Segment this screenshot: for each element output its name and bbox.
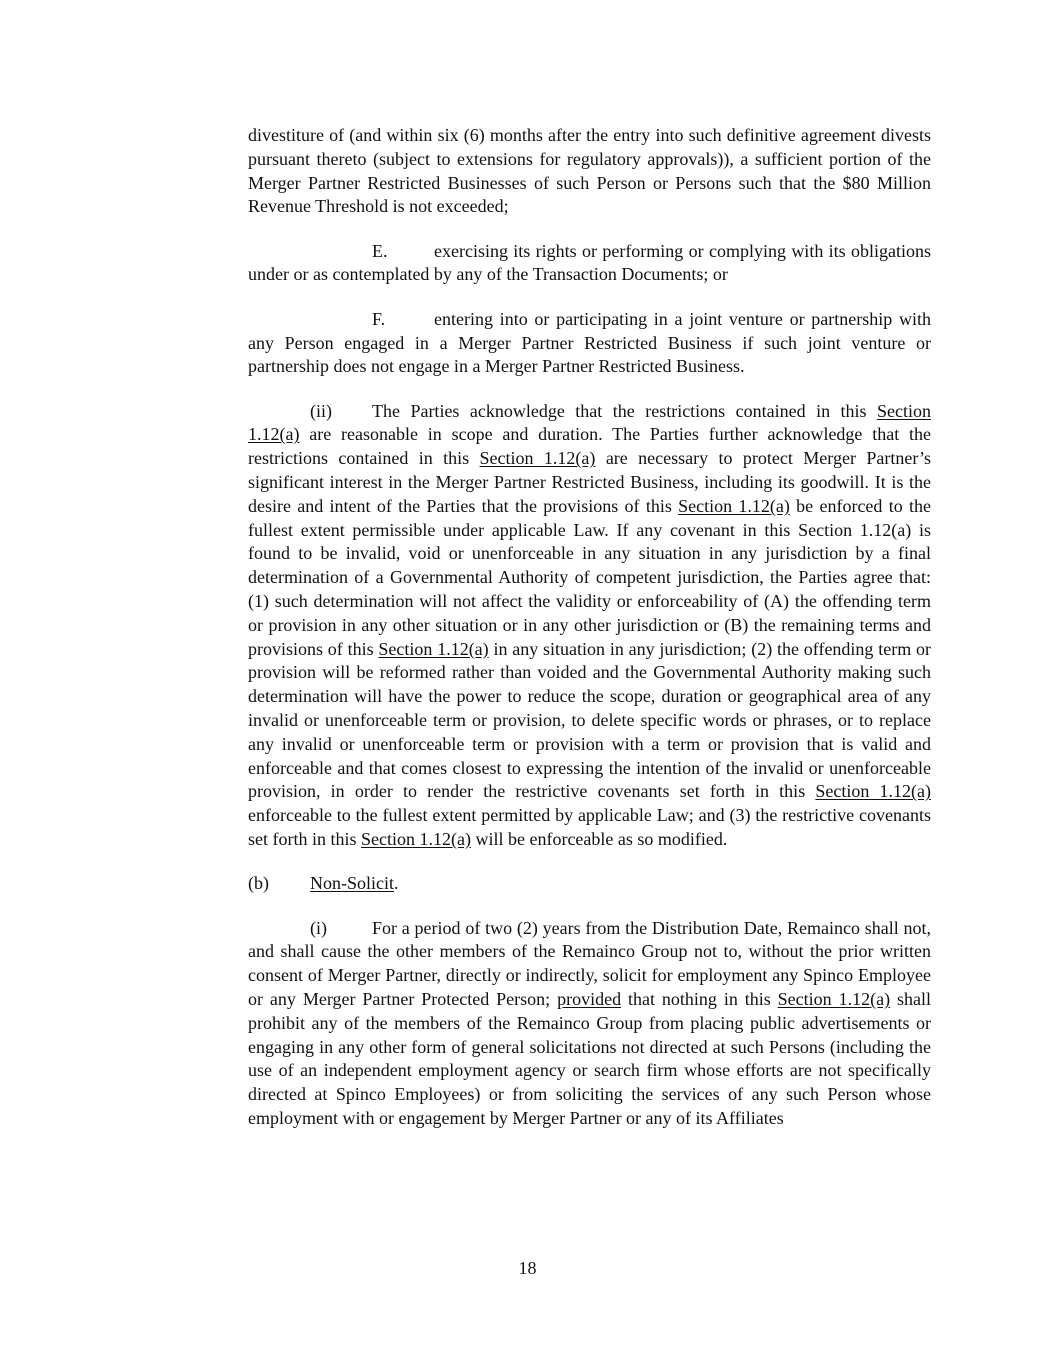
- section-ref: Section 1.12(a): [361, 829, 471, 850]
- section-b-label: (b): [248, 873, 269, 894]
- section-ref: Section 1.12(a): [248, 400, 931, 445]
- section-ref: Section 1.12(a): [777, 989, 891, 1009]
- section-ref: Section 1.12(a): [378, 638, 489, 659]
- clause-ii-text-3: are necessary to protect Merger Partner’s significant interest in the Merger Partner Restricted Business, including its goodwill. It is the desire and intent of the Parties that the provisions of this: [248, 448, 931, 516]
- clause-e: [248, 240, 931, 288]
- clause-ii-text-5: in any situation in any jurisdiction; (2) the offending term or provision will be reformed rather than voided and the Governmental Authority making such determination will have the power to reduce the scope, duration or geographical area of any invalid or unenforceable term or provision, to delete specific words or phrases, or to replace any invalid or unenforceable term or provision with a term or provision that is valid and enforceable and that comes closest to expressing the intention of the invalid or unenforceable provision, in order to render the restrictive covenants set forth in this: [248, 638, 931, 802]
- clause-f-label: F.: [372, 308, 386, 329]
- clause-f-text: entering into or participating in a joint venture or partnership with any Person engaged in a Merger Partner Restricted Business if such joint venture or partnership does not engage in a Merger Partner Restricted Business.: [248, 308, 931, 377]
- clause-i-label: (i): [310, 917, 327, 938]
- clause-f: [248, 308, 931, 379]
- section-b-title: Non-Solicit: [310, 873, 394, 894]
- page-number: 18: [518, 1258, 537, 1278]
- clause-ii-text-7: will be enforceable as so modified.: [470, 829, 728, 850]
- section-b-punct: .: [394, 873, 399, 894]
- clause-i: [248, 917, 931, 1131]
- clause-e-label: E.: [372, 240, 388, 261]
- paragraph-continuation: divestiture of (and within six (6) months after the entry into such definitive agreement divests pursuant thereto (subject to extensions for regulatory approvals)), a sufficient portion of the Merger Partner Restricted Businesses of such Person or Persons such that the $80 Million Revenue Threshold is not exceeded;: [248, 125, 931, 217]
- clause-i-text-3: shall prohibit any of the members of the Remainco Group from placing public advertisements or engaging in any other form of general solicitations not directed at such Persons (including the use of an independent employment agency or search firm whose efforts are not specifically directed at Spinco Employees) or from soliciting the services of any such Person whose employment with or engagement by Merger Partner or any of its Affiliates: [248, 989, 931, 1128]
- provided-term: provided: [557, 989, 622, 1009]
- section-ref: Section 1.12(a): [815, 781, 931, 802]
- section-ref: Section 1.12(a): [479, 448, 596, 469]
- clause-ii-text-4: be enforced to the fullest extent permissible under applicable Law. If any covenant in this Section 1.12(a) is found to be invalid, void or unenforceable in any situation in any jurisdiction by a final determination of a Governmental Authority of competent jurisdiction, the Parties agree that: (1) such determination will not affect the validity or enforceability of (A) the offending term or provision in any other situation or in any other jurisdiction or (B) the remaining terms and provisions of this: [248, 495, 931, 659]
- document-body: [248, 124, 931, 1151]
- section-ref: Section 1.12(a): [678, 495, 790, 516]
- clause-ii-text-6: enforceable to the fullest extent permitted by applicable Law; and (3) the restrictive covenants set forth in this: [248, 805, 931, 850]
- clause-i-text-2: that nothing in this: [621, 989, 778, 1009]
- clause-ii-label: (ii): [310, 400, 332, 421]
- clause-i-text-1: For a period of two (2) years from the Distribution Date, Remainco shall not, and shall cause the other members of the Remainco Group not to, without the prior written consent of Merger Partner, directly or indirectly, solicit for employment any Spinco Employee or any Merger Partner Protected Person;: [248, 917, 931, 1009]
- section-heading-b: [248, 872, 931, 896]
- clause-e-text: exercising its rights or performing or complying with its obligations under or as contemplated by any of the Transaction Documents; or: [248, 240, 931, 285]
- clause-ii-text-2: are reasonable in scope and duration. The Parties further acknowledge that the restrictions contained in this: [248, 424, 931, 469]
- clause-ii: [248, 400, 931, 852]
- clause-ii-text-1: The Parties acknowledge that the restrictions contained in this: [372, 400, 877, 421]
